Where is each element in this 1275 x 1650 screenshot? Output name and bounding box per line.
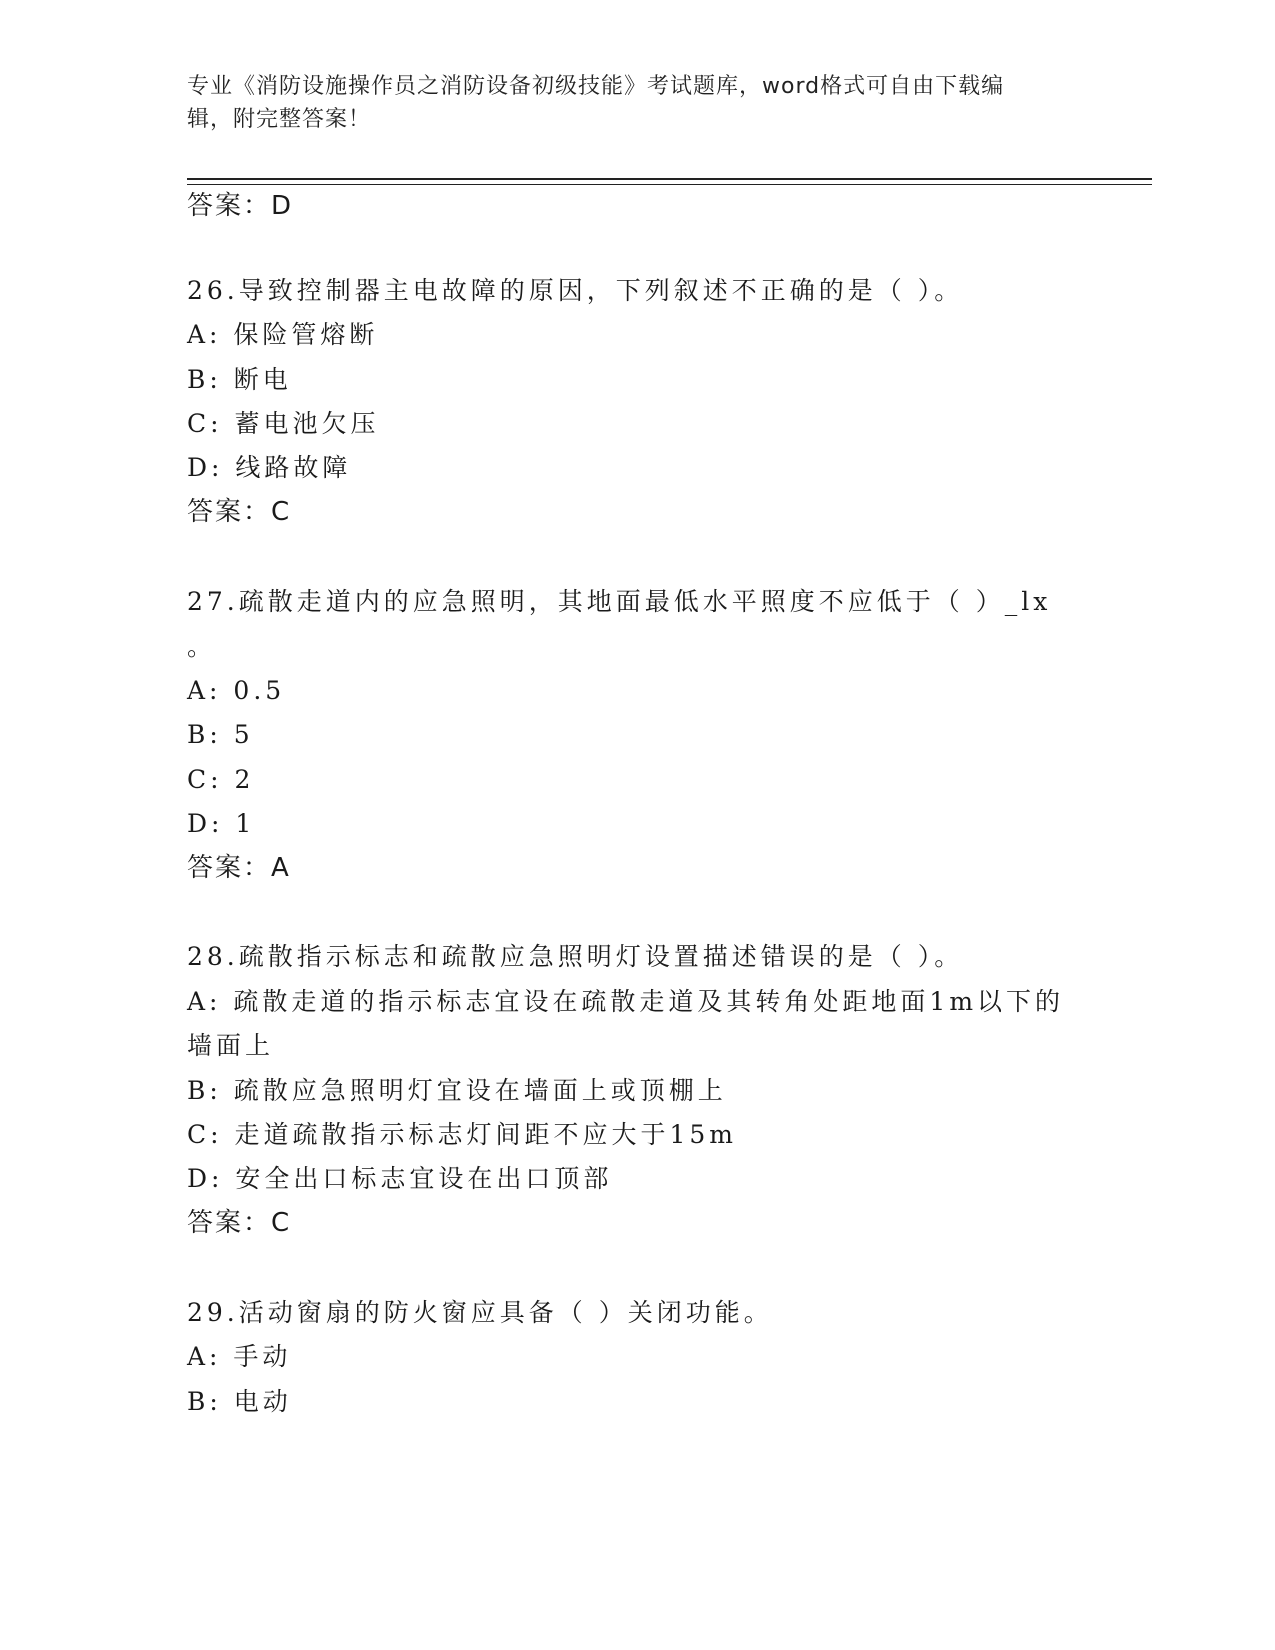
header-divider-thick <box>187 178 1152 180</box>
header-line-1: 专业《消防设施操作员之消防设备初级技能》考试题库，word格式可自由下载编 <box>187 74 1005 99</box>
header-line-2: 辑，附完整答案！ <box>187 107 372 132</box>
answer-26: 答案：C <box>187 497 292 527</box>
question-27-option-d: D: 1 <box>187 809 256 838</box>
question-27-option-c: C: 2 <box>187 765 255 794</box>
header-divider-thin <box>187 184 1152 185</box>
question-27-option-a: A: 0.5 <box>187 676 286 705</box>
question-27-stem-continued: 。 <box>187 632 217 661</box>
question-28-stem: 28.疏散指示标志和疏散应急照明灯设置描述错误的是（ ）。 <box>187 942 964 971</box>
question-28-option-c: C: 走道疏散指示标志灯间距不应大于15m <box>187 1120 738 1149</box>
question-26-stem: 26.导致控制器主电故障的原因，下列叙述不正确的是（ ）。 <box>187 276 964 305</box>
answer-27: 答案：A <box>187 853 291 883</box>
question-28-option-a: A: 疏散走道的指示标志宜设在疏散走道及其转角处距地面1m以下的 <box>187 987 1065 1016</box>
answer-25: 答案：D <box>187 191 294 221</box>
question-26-option-d: D: 线路故障 <box>187 453 352 482</box>
question-27-stem: 27.疏散走道内的应急照明，其地面最低水平照度不应低于（ ）_lx <box>187 587 1052 616</box>
question-28-option-d: D: 安全出口标志宜设在出口顶部 <box>187 1164 613 1193</box>
question-26-option-b: B: 断电 <box>187 365 292 394</box>
answer-28: 答案：C <box>187 1208 292 1238</box>
question-27-option-b: B: 5 <box>187 720 254 749</box>
question-29-stem: 29.活动窗扇的防火窗应具备（ ）关闭功能。 <box>187 1298 773 1327</box>
question-29-option-a: A: 手动 <box>187 1342 292 1371</box>
question-26-option-c: C: 蓄电池欠压 <box>187 409 380 438</box>
question-29-option-b: B: 电动 <box>187 1387 292 1416</box>
question-28-option-b: B: 疏散应急照明灯宜设在墙面上或顶棚上 <box>187 1076 727 1105</box>
question-26-option-a: A: 保险管熔断 <box>187 320 379 349</box>
document-header <box>187 70 1067 136</box>
question-28-option-a-continued: 墙面上 <box>187 1031 275 1060</box>
